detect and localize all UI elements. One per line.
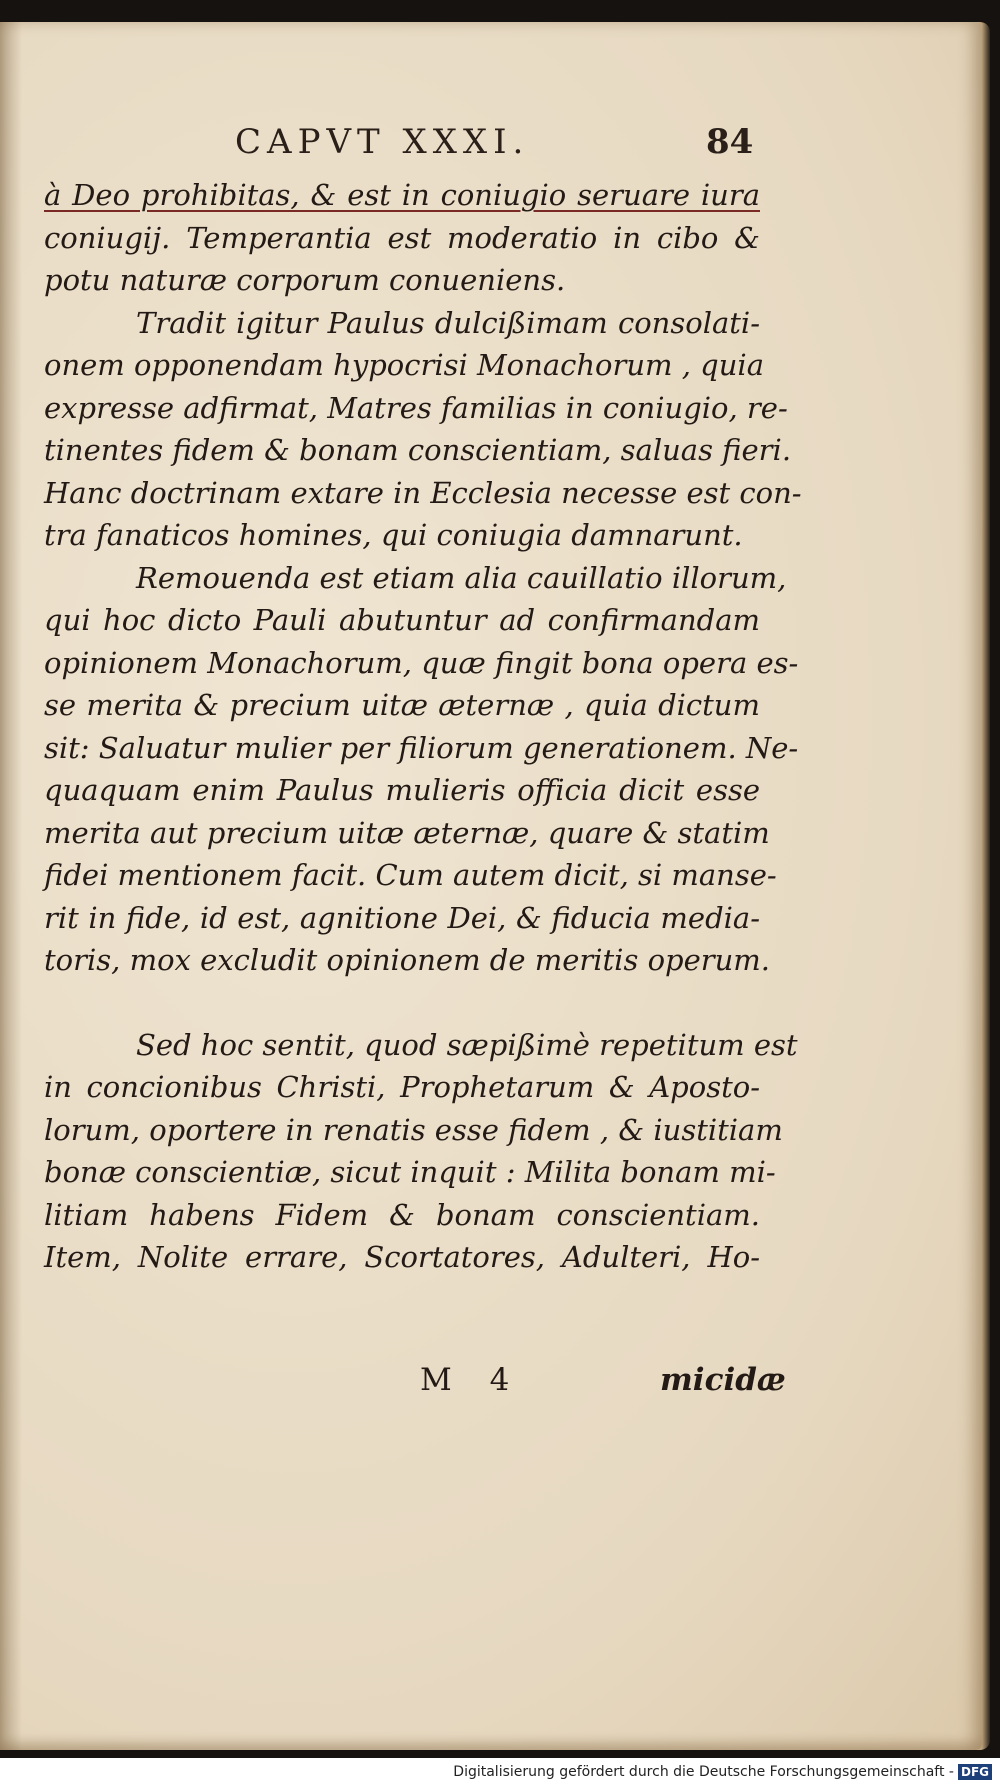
text-line: tra fanaticos homines, qui coniugia damnarunt.	[44, 518, 743, 552]
page-footer	[0, 1362, 982, 1410]
text-line: tinentes fidem & bonam conscientiam, saluas fieri.	[44, 433, 792, 467]
text-line: onem opponendam hypocrisi Monachorum , quia	[44, 348, 764, 382]
dfg-logo: DFG	[958, 1764, 992, 1780]
text-line: merita aut precium uitæ æternæ, quare & statim	[44, 815, 770, 850]
text-line: se merita & precium uitæ æternæ , quia dictum	[44, 688, 760, 722]
text-line: potu naturæ corporum conueniens.	[44, 263, 566, 297]
page-number: 84	[706, 122, 754, 162]
text-line: expresse adfirmat, Matres familias in coniugio, re-	[44, 390, 788, 425]
text-line: lorum, oportere in renatis esse fidem , & iustitiam	[44, 1112, 783, 1147]
text-line: Sed hoc sentit, quod sæpißimè repetitum est	[136, 1027, 798, 1062]
text-line: bonæ conscientiæ, sicut inquit : Milita bonam mi-	[44, 1155, 776, 1189]
page-header	[0, 122, 982, 170]
binding-shadow	[0, 22, 22, 1750]
text-line: Tradit igitur Paulus dulcißimam consolati-	[136, 305, 760, 340]
paragraph-gap	[44, 982, 760, 1024]
text-line: litiam habens Fidem & bonam conscientiam.	[44, 1197, 760, 1232]
text-line: qui hoc dicto Pauli abutuntur ad confirmandam	[44, 603, 760, 637]
text-line: coniugij. Temperantia est moderatio in cibo &	[44, 220, 760, 255]
text-line: Item, Nolite errare, Scortatores, Adulteri, Ho-	[44, 1240, 760, 1274]
text-line: sit: Saluatur mulier per filiorum generationem. Ne-	[44, 730, 799, 765]
text-line: toris, mox excludit opinionem de meritis operum.	[44, 943, 771, 977]
credit-text: Digitalisierung gefördert durch die Deutsche Forschungsgemeinschaft -	[453, 1764, 954, 1780]
running-title: CAPVT XXXI.	[235, 122, 530, 162]
text-line: fidei mentionem facit. Cum autem dicit, si manse-	[44, 858, 777, 892]
text-line: rit in fide, id est, agnitione Dei, & fiducia media-	[44, 900, 760, 935]
signature-mark: M 4	[420, 1362, 524, 1398]
funding-credit	[453, 1764, 992, 1780]
text-line: in concionibus Christi, Prophetarum & Aposto-	[44, 1070, 760, 1104]
text-line: opinionem Monachorum, quæ fingit bona opera es-	[44, 645, 799, 680]
credit-bar	[0, 1758, 1000, 1788]
text-line: Hanc doctrinam extare in Ecclesia necesse est con-	[44, 475, 802, 510]
catchword: micidæ	[660, 1362, 786, 1398]
text-line: à Deo prohibitas, & est in coniugio seruare iura	[44, 178, 760, 212]
text-line: Remouenda est etiam alia cauillatio illorum,	[136, 560, 787, 595]
text-line: quaquam enim Paulus mulieris officia dicit esse	[44, 773, 760, 807]
body-text	[44, 174, 802, 1279]
